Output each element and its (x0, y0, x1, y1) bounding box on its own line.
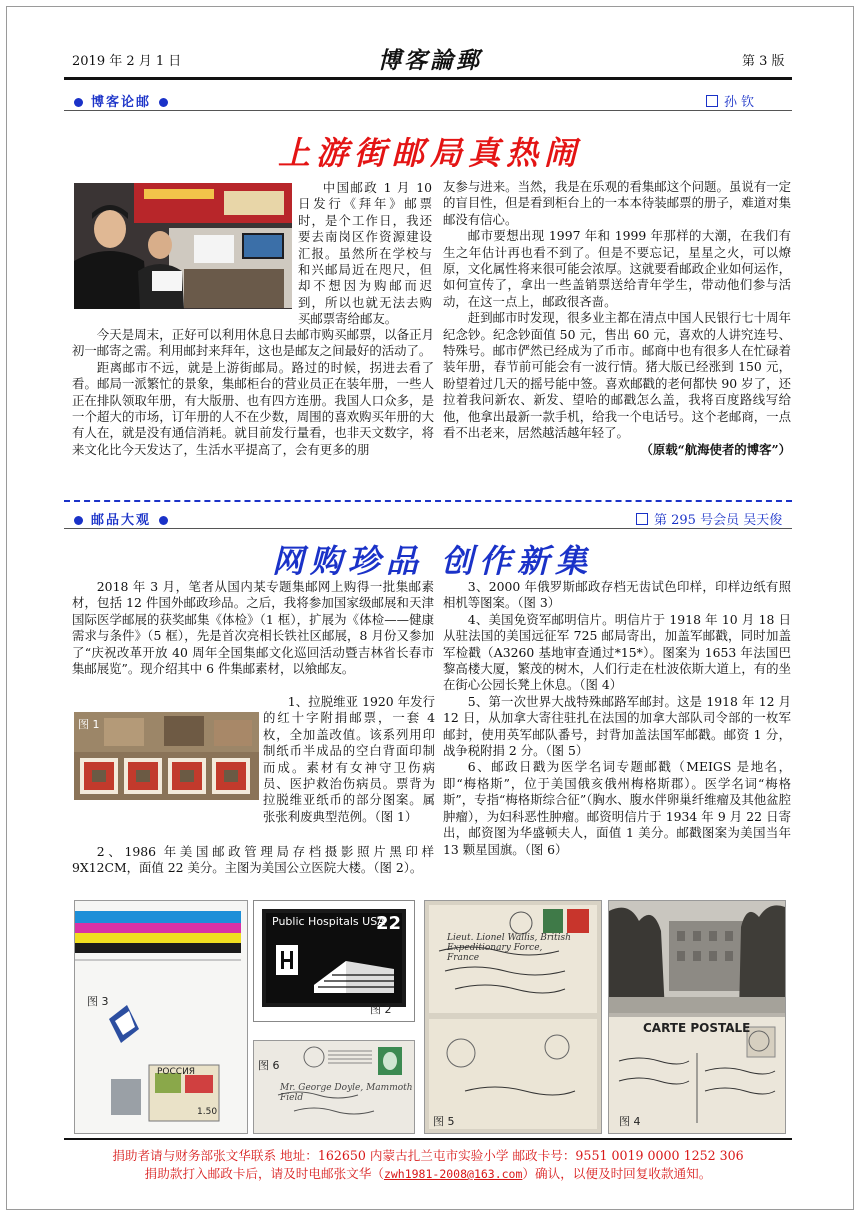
latvia-stamps-image (74, 712, 259, 800)
article2-item5: 5、第一次世界大战特殊邮路军邮封。这是 1918 年 12 月 12 日，从加拿大寄往驻扎在法国的加拿大部队司令部的一枚军邮封，使用英军邮队番号，封背加盖法国军邮戳。邮资 1 分，战争税附捐 2 分。（图 5） (443, 693, 791, 759)
article1-left-column (72, 327, 434, 458)
article2-intro: 2018 年 3 月，笔者从国内某专题集邮网上购得一批集邮素材，包括 12 件国外邮政珍品。之后，我将参加国家级邮展和天津国际医学邮展的获奖邮集《体检》（1 框），扩展为《体检——健康需求与条件》（5 框），先是首次亮相长铁社区邮展，8 月份又参加了“庆祝改革开放 40 周年全国集邮文化巡回活动暨吉林省长春市集邮展览”。现介绍其中 6 件集邮素材，以飨邮友。 (72, 579, 434, 677)
stamp-title: Public Hospitals USA (272, 915, 385, 928)
column-tag-stamps (66, 509, 176, 528)
article1-para-1: 中国邮政 1 月 10 日发行《拜年》邮票时，是个工作日，我还要去南岗区作资源建设汇报。虽然所在学校与和兴邮局近在咫尺，但却不想因为购邮而迟到，所以也就无法去购买邮票寄给邮友。 (298, 180, 432, 327)
postcard-heading: CARTE POSTALE (643, 1021, 751, 1035)
russia-proof-image (75, 901, 247, 1133)
article2-item2: 2、1986 年美国邮政管理局存档摄影照片黑印样 9X12CM，面值 22 美分。主图为美国公立医院大楼。（图 2）。 (72, 844, 434, 876)
fig2-hospital-proof (253, 900, 415, 1022)
author-name: 第 295 号会员 吴天俊 (654, 513, 783, 528)
footer-confirm-text: 捐助款打入邮政卡后，请及时电邮张文华（ (144, 1166, 384, 1181)
footer-rule (64, 1138, 792, 1140)
author-byline (706, 91, 754, 110)
issue-date: 2019 年 2 月 1 日 (72, 54, 182, 69)
fig1-latvia-stamps (74, 712, 259, 800)
fig4-paris-postcard (608, 900, 786, 1134)
fig5-military-covers (424, 900, 602, 1134)
bullet-dot-icon (74, 516, 83, 525)
article2-intro-wrap (72, 579, 434, 677)
article2-item4: 4、美国免资军邮明信片。明信片于 1918 年 10 月 18 日从驻法国的美国远征军 725 邮局寄出，加盖军邮戳，同时加盖军检戳（A3260 基地审查通过*15*）。图案为 1653 年法国巴黎高楼大厦，繁茂的树木，人们行走在杜波依斯大道上，有的坐在街心公园长凳上休息。（图 4） (443, 611, 791, 693)
russia-value: 1.50 (197, 1107, 218, 1117)
article1-para-1-wrap (298, 180, 432, 328)
fig6-label: 图 6 (258, 1059, 280, 1072)
paris-postcard-image (609, 901, 785, 1133)
footer-donation-line: 捐助者请与财务部张文华联系 地址：162650 内蒙古扎兰屯市实验小学 邮政卡号：9551 0019 0000 1252 306 (112, 1148, 744, 1163)
fig5-label: 图 5 (433, 1115, 455, 1128)
column-tag-label: 博客论邮 (91, 95, 152, 110)
fig2-label: 图 2 (370, 1003, 392, 1016)
article2-item1: 1、拉脱维亚 1920 年发行的红十字附捐邮票，一套 4 枚，全加盖改值。该系列用印制纸币半成品的空白背面印制而成。素材有女神守卫伤病员、医护救治伤病员。票背为拉脱维亚纸币的部分图案。属张张利废典型范例。（图 1） (263, 694, 435, 824)
fig4-label: 图 4 (619, 1115, 641, 1128)
russia-text: РОССИЯ (157, 1067, 196, 1077)
footer-confirm-line (64, 1163, 792, 1182)
article1-para-3: 距离邮市不远，就是上游街邮局。路过的时候，拐进去看了看。邮局一派繁忙的景象，集邮柜台的营业员正在装年册，一些人正在排队领取年册，有大版册、也有四方连册。我国人口众多，是一个超大的市场，订年册的人不在少数，周围的喜欢购买年册的大有人在，就是没有通信消耗。就目前发行量看，也非天文数字，将来文化比今天发达了，生活水平提高了，会有更多的朋 (72, 359, 434, 457)
header-rule (64, 77, 792, 80)
article2-item3: 3、2000 年俄罗斯邮政存档无齿试色印样，印样边纸有照相机等图案。（图 3） (443, 579, 791, 611)
article1-para-6: 赶到邮市时发现，很多业主都在清点中国人民银行七十周年纪念钞。纪念钞面值 50 元，售出 60 元，喜欢的人讲究连号、特殊号。邮市俨然已经成为了币市。邮商中也有很多人在忙碌着装年册，春节前可能会有一波行情。猪大版已经涨到 150 元，盼望着过几天的摇号能中签。喜欢邮戳的老何都快 90 岁了，还拉着我问新农、新发、望哈的邮戳怎么盖，我将百度路线写给他，他拿出最新一款手机，给我一个电话号。这个老邮商，一点看不出老来，居然越活越年轻了。 (443, 310, 791, 441)
square-box-icon (636, 513, 648, 525)
article1-para-2: 今天是周末，正好可以利用休息日去邮市购买邮票，以备正月初一邮寄之需。利用邮封来拜年，这也是邮友之间最好的活动了。 (72, 327, 434, 359)
stamp-value: 22 (376, 913, 402, 934)
column-tag-blog (66, 91, 176, 110)
column-tag-label: 邮品大观 (91, 513, 152, 528)
footer-confirm-text-end: ）确认，以便及时回复收款通知。 (522, 1166, 712, 1181)
bullet-dot-icon (159, 98, 168, 107)
footer-email-link[interactable]: zwh1981-2008@163.com (383, 1167, 523, 1181)
section-rule (64, 110, 792, 111)
article-title: 上游街邮局真热闹 (277, 134, 582, 172)
article-title: 网购珍品 创作新集 (272, 542, 594, 580)
author-byline (636, 509, 782, 528)
fig3-russia-proof (74, 900, 248, 1134)
fig6-address: Mr. George Doyle, Mammoth Field (280, 1083, 413, 1103)
article2-item6: 6、邮政日戳为医学名词专题邮戳（MEIGS 是地名，即“梅格斯”，位于美国俄亥俄州梅格斯郡）。医学名词“梅格斯”，专指“梅格斯综合征”（胸水、腹水伴卵巢纤维瘤及其他盆腔肿瘤），为妇科恶性肿瘤。邮资明信片于 1934 年 9 月 22 日寄出，邮资图为华盛顿夫人，面值 1 美分。邮戳图案为美国当年 13 颗星国旗。（图 6） (443, 759, 791, 857)
bullet-dot-icon (159, 516, 168, 525)
fig1-label: 图 1 (78, 718, 100, 731)
section-rule (64, 528, 792, 529)
article2-item2-wrap (72, 844, 434, 877)
page-number: 第 3 版 (742, 54, 785, 69)
fig6-postal-card (253, 1040, 415, 1134)
post-office-photo (74, 183, 292, 309)
article1-para-4: 友参与进来。当然，我是在乐观的看集邮这个问题。虽说有一定的盲目性，但是看到柜台上的一本本待装邮票的册子，难道对集邮没有信心。 (443, 179, 791, 227)
dashed-divider (64, 500, 792, 502)
article2-item1-wrap (263, 694, 435, 825)
article1-source: （原载“航海使者的博客”） (640, 441, 791, 457)
article2-right-column (443, 579, 791, 858)
post-office-scene (74, 183, 292, 309)
author-name: 孙 钦 (724, 95, 755, 110)
article1-right-column (443, 179, 791, 458)
square-box-icon (706, 95, 718, 107)
article1-para-5: 邮市要想出现 1997 年和 1999 年那样的大潮，在我们有生之年估计再也看不到了。但是不要忘记，星星之火，可以燎原，文化属性将来很可能会浓厚。这就要看邮政企业如何运作，如何宣传了，拿出一些盖销票送给青年学生，带动他们参与活动，在这一点上，邮政很吝啬。 (443, 228, 791, 309)
fig3-label: 图 3 (87, 995, 109, 1008)
fig5-address: Lieut. Lionel Wallis, British Expeditionary Force, France (447, 933, 571, 963)
masthead-title: 博客論郵 (378, 47, 482, 74)
bullet-dot-icon (74, 98, 83, 107)
